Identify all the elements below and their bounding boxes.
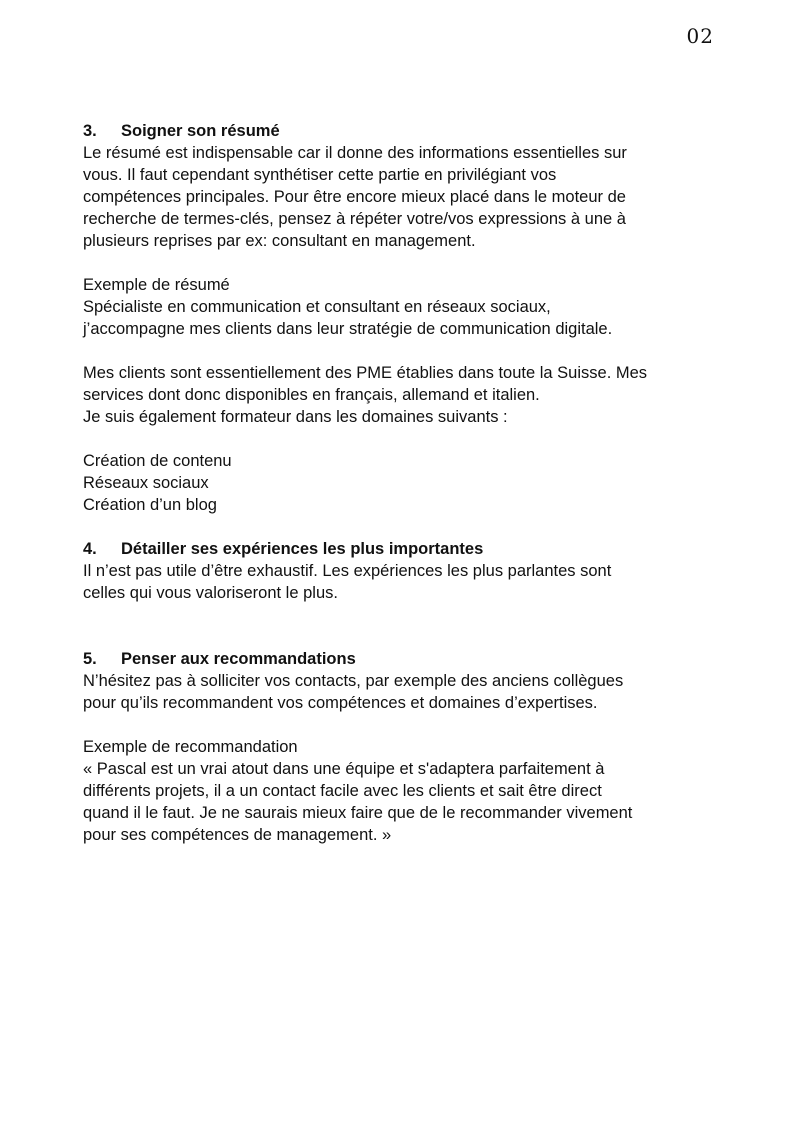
resume-example-label: Exemple de résumé — [83, 276, 230, 294]
section-4 — [83, 538, 723, 604]
section-5 — [83, 648, 723, 846]
section-3-line: compétences principales. Pour être encore mieux placé dans le moteur de — [83, 188, 626, 206]
section-3-line: recherche de termes-clés, pensez à répéter votre/vos expressions à une à — [83, 210, 626, 228]
clients-line: services dont donc disponibles en français, allemand et italien. — [83, 386, 540, 404]
section-3-title: Soigner son résumé — [121, 122, 280, 140]
section-5-heading — [83, 648, 723, 670]
section-4-line: celles qui vous valoriseront le plus. — [83, 584, 338, 602]
section-3-number: 3. — [83, 122, 97, 140]
section-3-line: vous. Il faut cependant synthétiser cette partie en privilégiant vos — [83, 166, 557, 184]
section-3 — [83, 120, 723, 516]
section-5-number: 5. — [83, 650, 97, 668]
recommendation-quote-line: pour ses compétences de management. » — [83, 826, 392, 844]
section-5-line: pour qu’ils recommandent vos compétences et domaines d’expertises. — [83, 694, 598, 712]
section-5-line: N’hésitez pas à solliciter vos contacts, par exemple des anciens collègues — [83, 672, 624, 690]
clients-line: Mes clients sont essentiellement des PME établies dans toute la Suisse. Mes — [83, 364, 648, 382]
section-4-number: 4. — [83, 540, 97, 558]
section-4-line: Il n’est pas utile d’être exhaustif. Les expériences les plus parlantes sont — [83, 562, 612, 580]
resume-example-line: Spécialiste en communication et consultant en réseaux sociaux, — [83, 298, 551, 316]
section-3-line: Le résumé est indispensable car il donne des informations essentielles sur — [83, 144, 627, 162]
section-4-heading — [83, 538, 723, 560]
section-4-title: Détailler ses expériences les plus importantes — [121, 540, 484, 558]
domain-item: Réseaux sociaux — [83, 474, 209, 492]
clients-line: Je suis également formateur dans les domaines suivants : — [83, 408, 508, 426]
domain-item: Création de contenu — [83, 452, 232, 470]
section-3-line: plusieurs reprises par ex: consultant en management. — [83, 232, 476, 250]
section-3-heading — [83, 120, 723, 142]
domain-item: Création d’un blog — [83, 496, 217, 514]
resume-example-line: j’accompagne mes clients dans leur stratégie de communication digitale. — [83, 320, 613, 338]
section-5-title: Penser aux recommandations — [121, 650, 356, 668]
recommendation-quote-line: différents projets, il a un contact facile avec les clients et sait être direct — [83, 782, 602, 800]
recommendation-quote-line: quand il le faut. Je ne saurais mieux faire que de le recommander vivement — [83, 804, 633, 822]
page-number: 02 — [686, 24, 714, 48]
recommendation-example-label: Exemple de recommandation — [83, 738, 298, 756]
document-body — [83, 120, 723, 846]
recommendation-quote-line: « Pascal est un vrai atout dans une équipe et s'adaptera parfaitement à — [83, 760, 605, 778]
